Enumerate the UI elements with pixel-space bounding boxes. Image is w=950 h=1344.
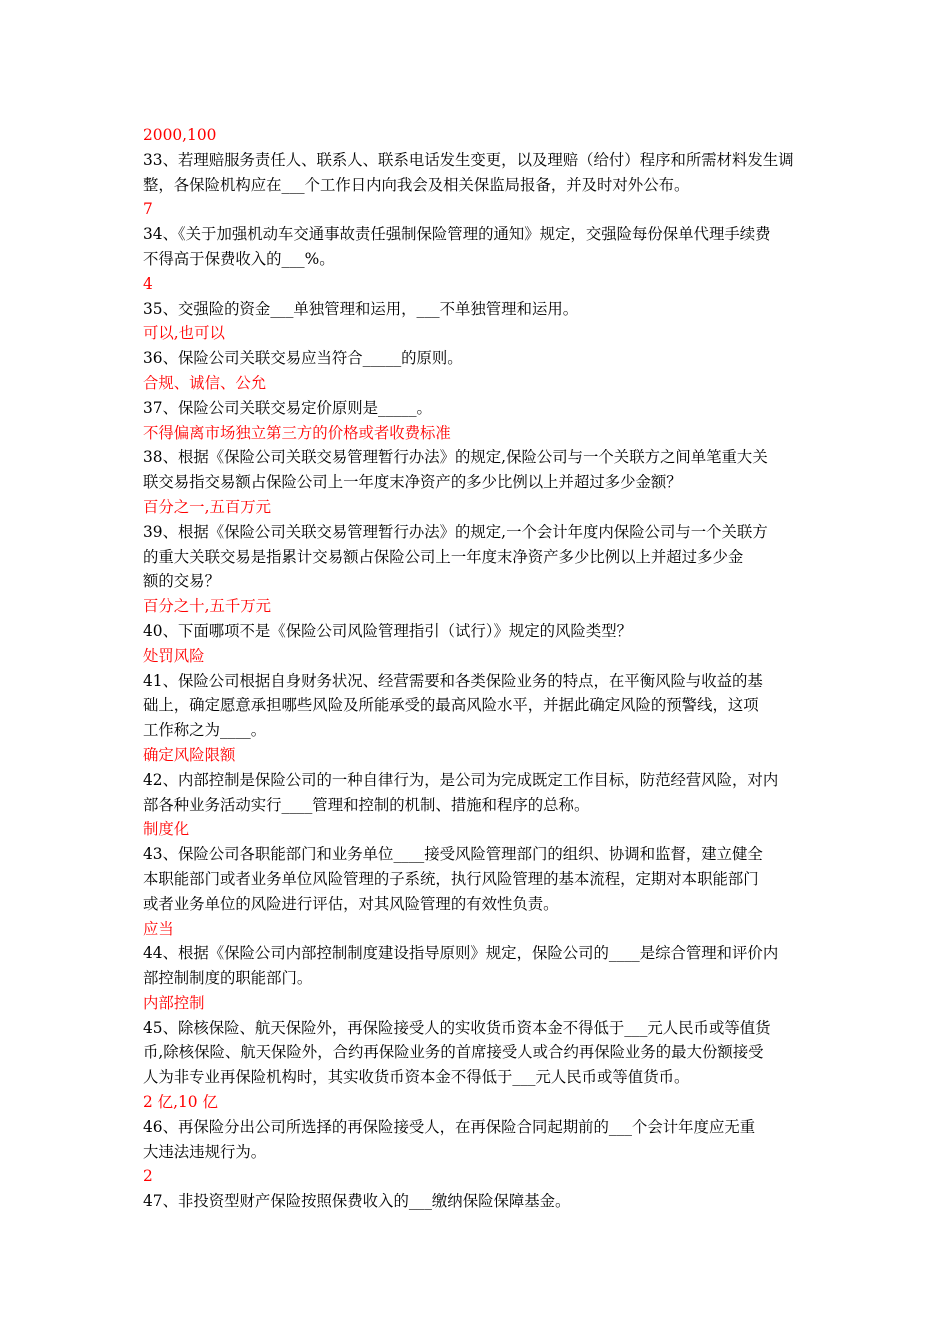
question-text-line: 41、保险公司根据自身财务状况、经营需要和各类保险业务的特点，在平衡风险与收益的基 bbox=[143, 671, 763, 690]
question-text-line: 37、保险公司关联交易定价原则是_____。 bbox=[143, 398, 432, 417]
answer-text: 7 bbox=[143, 200, 153, 219]
question-text-line: 整，各保险机构应在___个工作日内向我会及相关保监局报备，并及时对外公布。 bbox=[143, 175, 690, 194]
answer-block bbox=[143, 991, 811, 1016]
answer-block bbox=[143, 421, 811, 446]
question-text-line: 不得高于保费收入的___%。 bbox=[143, 249, 335, 268]
document-page bbox=[143, 123, 811, 1214]
question-block bbox=[143, 520, 811, 594]
answer-text: 2000,100 bbox=[143, 126, 217, 144]
answer-block bbox=[143, 594, 811, 619]
answer-text: 可以,也可以 bbox=[143, 324, 225, 343]
question-text-line: 大违法违规行为。 bbox=[143, 1142, 267, 1161]
answer-text: 百分之十,五千万元 bbox=[143, 597, 272, 616]
answer-text: 2 bbox=[143, 1167, 153, 1186]
answer-text: 不得偏离市场独立第三方的价格或者收费标准 bbox=[143, 423, 451, 442]
question-text-line: 46、再保险分出公司所选择的再保险接受人，在再保险合同起期前的___个会计年度应无重 bbox=[143, 1117, 756, 1136]
question-text-line: 人为非专业再保险机构时，其实收货币资本金不得低于___元人民币或等值货币。 bbox=[143, 1068, 690, 1087]
question-block bbox=[143, 445, 811, 495]
question-block bbox=[143, 1115, 811, 1165]
answer-text: 确定风险限额 bbox=[143, 745, 236, 764]
answer-block bbox=[143, 817, 811, 842]
answer-text: 合规、诚信、公允 bbox=[143, 373, 267, 392]
question-text-line: 工作称之为____。 bbox=[143, 721, 267, 740]
answer-block bbox=[143, 644, 811, 669]
question-text-line: 35、交强险的资金___单独管理和运用，___不单独管理和运用。 bbox=[143, 299, 579, 318]
question-block bbox=[143, 941, 811, 991]
question-text-line: 联交易指交易额占保险公司上一年度末净资产的多少比例以上并超过多少金额？ bbox=[143, 473, 682, 492]
question-block bbox=[143, 669, 811, 743]
answer-block bbox=[143, 1164, 811, 1189]
answer-text: 4 bbox=[143, 274, 153, 293]
question-text-line: 额的交易？ bbox=[143, 572, 220, 591]
question-text-line: 本职能部门或者业务单位风险管理的子系统，执行风险管理的基本流程，定期对本职能部门 bbox=[143, 869, 759, 888]
question-text-line: 或者业务单位的风险进行评估，对其风险管理的有效性负责。 bbox=[143, 894, 559, 913]
question-text-line: 43、保险公司各职能部门和业务单位____接受风险管理部门的组织、协调和监督，建立健全 bbox=[143, 845, 763, 864]
question-block bbox=[143, 346, 811, 371]
question-text-line: 36、保险公司关联交易应当符合_____的原则。 bbox=[143, 349, 463, 368]
question-block bbox=[143, 768, 811, 818]
question-text-line: 部控制制度的职能部门。 bbox=[143, 969, 313, 988]
question-block bbox=[143, 842, 811, 916]
answer-block bbox=[143, 743, 811, 768]
question-block bbox=[143, 222, 811, 272]
answer-block bbox=[143, 371, 811, 396]
answer-text: 应当 bbox=[143, 919, 174, 938]
answer-block bbox=[143, 123, 811, 148]
answer-text: 内部控制 bbox=[143, 993, 205, 1012]
answer-block bbox=[143, 1090, 811, 1115]
question-text-line: 45、除核保险、航天保险外，再保险接受人的实收货币资本金不得低于___元人民币或等值货 bbox=[143, 1018, 771, 1037]
question-text-line: 础上，确定愿意承担哪些风险及所能承受的最高风险水平，并据此确定风险的预警线，这项 bbox=[143, 696, 759, 715]
question-block bbox=[143, 297, 811, 322]
question-text-line: 42、内部控制是保险公司的一种自律行为，是公司为完成既定工作目标，防范经营风险，对内 bbox=[143, 770, 779, 789]
answer-block bbox=[143, 321, 811, 346]
question-text-line: 40、下面哪项不是《保险公司风险管理指引（试行）》规定的风险类型？ bbox=[143, 621, 632, 640]
answer-text: 百分之一,五百万元 bbox=[143, 497, 272, 516]
answer-block bbox=[143, 917, 811, 942]
question-text-line: 33、若理赔服务责任人、联系人、联系电话发生变更，以及理赔（给付）程序和所需材料发生调 bbox=[143, 150, 794, 169]
question-text-line: 47、非投资型财产保险按照保费收入的___缴纳保险保障基金。 bbox=[143, 1192, 571, 1211]
question-text-line: 39、根据《保险公司关联交易管理暂行办法》的规定,一个会计年度内保险公司与一个关联方 bbox=[143, 522, 768, 541]
question-block bbox=[143, 396, 811, 421]
question-text-line: 部各种业务活动实行____管理和控制的机制、措施和程序的总称。 bbox=[143, 795, 590, 814]
question-text-line: 的重大关联交易是指累计交易额占保险公司上一年度末净资产多少比例以上并超过多少金 bbox=[143, 547, 744, 566]
question-block bbox=[143, 619, 811, 644]
question-block bbox=[143, 1189, 811, 1214]
question-text-line: 44、根据《保险公司内部控制制度建设指导原则》规定，保险公司的____是综合管理和评价内 bbox=[143, 944, 779, 963]
question-text-line: 34、《关于加强机动车交通事故责任强制保险管理的通知》规定，交强险每份保单代理手续费 bbox=[143, 225, 771, 244]
question-text-line: 币,除核保险、航天保险外，合约再保险业务的首席接受人或合约再保险业务的最大份额接受 bbox=[143, 1043, 764, 1062]
answer-text: 制度化 bbox=[143, 820, 190, 839]
answer-block bbox=[143, 495, 811, 520]
question-text-line: 38、根据《保险公司关联交易管理暂行办法》的规定,保险公司与一个关联方之间单笔重大关 bbox=[143, 448, 768, 467]
answer-text: 2 亿,10 亿 bbox=[143, 1093, 218, 1112]
question-block bbox=[143, 148, 811, 198]
question-block bbox=[143, 1016, 811, 1090]
answer-block bbox=[143, 197, 811, 222]
answer-block bbox=[143, 272, 811, 297]
answer-text: 处罚风险 bbox=[143, 646, 205, 665]
